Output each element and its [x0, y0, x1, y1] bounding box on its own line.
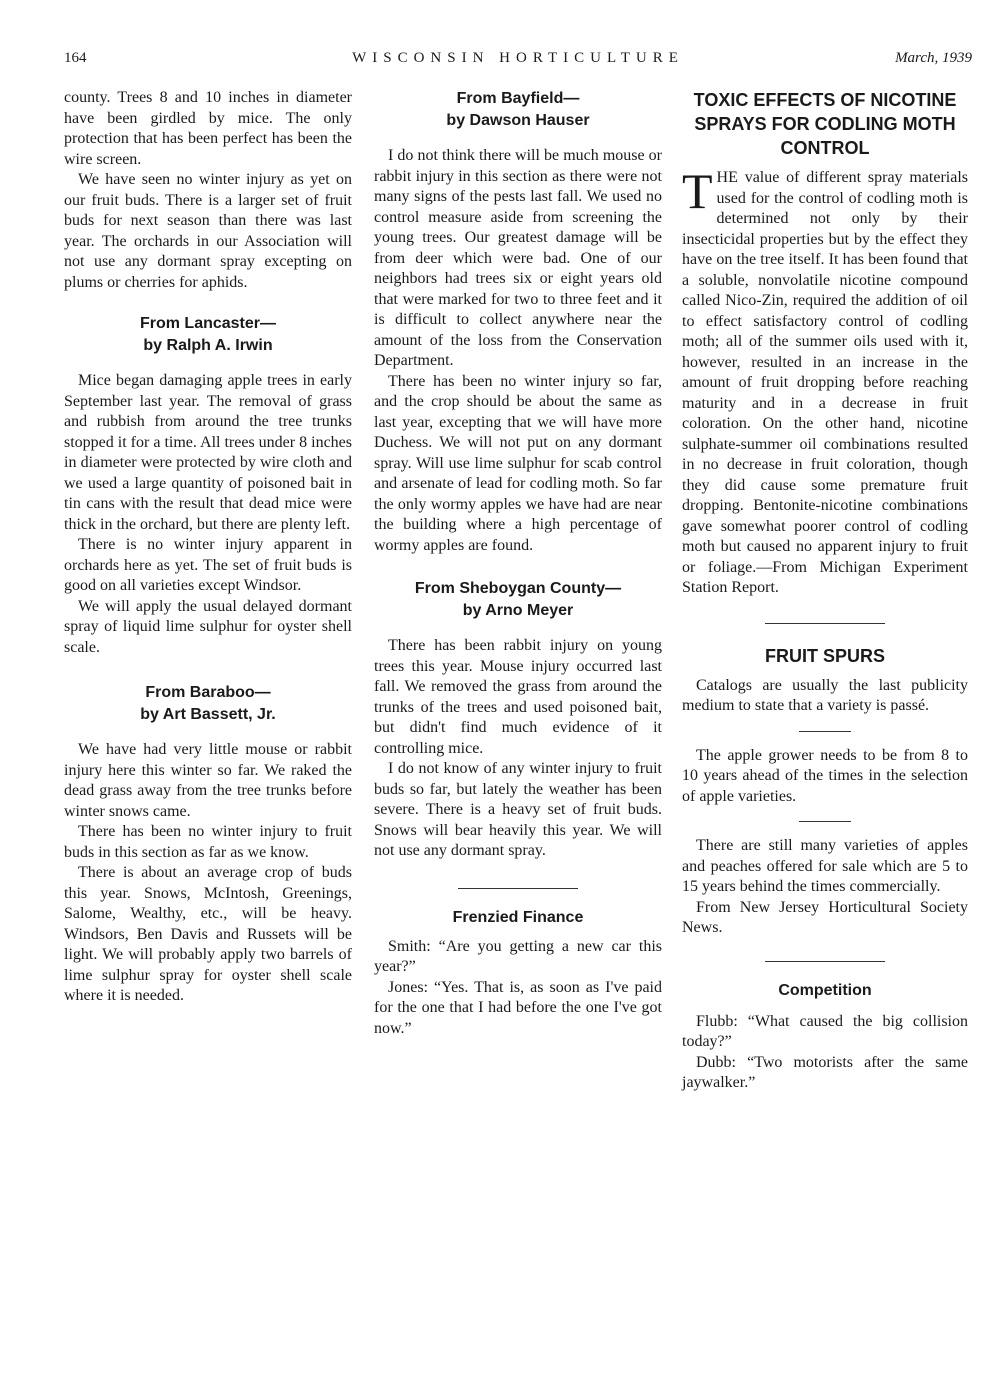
paragraph: We have seen no winter injury as yet on our fruit buds. There is a larger set of fruit buds for next season than there was last year. The orchards in our Association will not use any dormant spray excepting on plums or cherries for aphids. — [64, 171, 352, 291]
paragraph: There are still many varieties of apples and peaches offered for sale which are 5 to 15 years behind the times commercially. — [682, 837, 968, 895]
heading-line: From Sheboygan County— — [414, 580, 622, 597]
paragraph: I do not know of any winter injury to fruit buds so far, but lately the weather has been severe. There is a heavy set of fruit buds. Snows will bear heavily this year. We will not use any dormant spray. — [374, 760, 662, 859]
byline: by Ralph A. Irwin — [143, 337, 273, 354]
paragraph: There has been no winter injury to fruit buds in this section as far as we know. — [64, 823, 352, 861]
article-body — [682, 163, 968, 599]
paragraph: There is no winter injury apparent in orchards here as yet. The set of fruit buds is good on all varieties except Windsor. — [64, 536, 352, 594]
journal-title: WISCONSIN HORTICULTURE — [352, 50, 684, 66]
paragraph: I do not think there will be much mouse or rabbit injury in this section as there were not many signs of the pests last fall. We used no control measure aside from screening the young trees. Our greatest damage will be from deer which were bad. One of our neighbors had trees six or eight years old that were marked for two to three feet and it is difficult to collect anywhere near the amount of the loss from the Conservation Department. — [374, 147, 662, 369]
section-heading-toxic-effects: TOXIC EFFECTS OF NICOTINE SPRAYS FOR CODLING MOTH CONTROL — [693, 90, 957, 158]
paragraph: Mice began damaging apple trees in early September last year. The removal of grass and rubbish from around the tree trunks stopped it for a time. All trees under 8 inches in diameter were protected by wire cloth and we used a large quantity of poisoned bait in tin cans with the result that dead mice were thick in the orchard, but there are plenty left. — [64, 372, 352, 533]
page-number: 164 — [64, 50, 87, 66]
section-heading-frenzied-finance: Frenzied Finance — [452, 908, 584, 926]
section-heading-fruit-spurs: FRUIT SPURS — [764, 645, 885, 666]
paragraph: county. Trees 8 and 10 inches in diameter have been girdled by mice. The only protection that has been perfect has been the wire screen. — [64, 89, 352, 168]
dialogue-line: Smith: “Are you getting a new car this year?” — [374, 937, 662, 975]
heading-line: From Baraboo— — [145, 684, 271, 701]
section-heading-bayfield — [374, 88, 662, 132]
paragraph: The apple grower needs to be from 8 to 10 years ahead of the times in the selection of apple varieties. — [682, 746, 968, 805]
paragraph: From New Jersey Horticultural Society News. — [682, 898, 968, 936]
paragraph: We will apply the usual delayed dormant spray of liquid lime sulphur for oyster shell scale. — [64, 597, 352, 656]
section-heading-competition: Competition — [778, 981, 872, 999]
heading-line: From Bayfield— — [456, 90, 580, 107]
running-header — [64, 50, 972, 76]
issue-date: March, 1939 — [895, 50, 972, 66]
byline: by Arno Meyer — [462, 602, 574, 619]
drop-cap: T — [682, 163, 713, 219]
byline: by Art Bassett, Jr. — [140, 706, 276, 723]
column-2 — [374, 88, 662, 1039]
heading-line: From Lancaster— — [139, 315, 277, 332]
section-heading-sheboygan — [374, 578, 662, 622]
dialogue-line: Dubb: “Two motorists after the same jaywalker.” — [682, 1053, 968, 1091]
paragraph: There has been no winter injury so far, and the crop should be about the same as last year, excepting that we will have more Duchess. We will not put on any dormant spray. Will use lime sulphur for scab control and arsenate of lead for codling moth. So far the only wormy apples we have had are near the building where a high percentage of wormy apples are found. — [374, 372, 662, 554]
section-heading-lancaster — [64, 313, 352, 357]
section-heading-baraboo — [64, 682, 352, 726]
paragraph: Catalogs are usually the last publicity medium to state that a variety is passé. — [682, 676, 968, 714]
paragraph: We have had very little mouse or rabbit injury here this winter so far. We raked the dead grass away from the tree trunks before winter snows came. — [64, 741, 352, 820]
paragraph: There has been rabbit injury on young trees this year. Mouse injury occurred last fall. We removed the grass from around the trunks of the trees and used poisoned bait, but didn't find much evidence of it controlling mice. — [374, 637, 662, 757]
byline: by Dawson Hauser — [446, 112, 590, 129]
dialogue-line: Flubb: “What caused the big collision today?” — [682, 1012, 968, 1050]
column-1 — [64, 88, 352, 1007]
paragraph: There is about an average crop of buds this year. Snows, McIntosh, Greenings, Salome, Wealthy, etc., will be heavy. Windsors, Ben Davis and Russets will be light. We will probably apply two barrels of lime sulphur spray for oyster shell scale where it is needed. — [64, 864, 352, 1004]
dialogue-line: Jones: “Yes. That is, as soon as I've paid for the one that I had before the one I've got now.” — [374, 978, 662, 1037]
column-3 — [682, 88, 968, 1094]
article-text: HE value of different spray materials used for the control of codling moth is determined not only by their insecticidal properties but by the effect they have on the tree itself. It has been found that a soluble, nonvolatile nicotine compound called Nico-Zin, required the addition of oil to effect satisfactory control of codling moth; all of the summer oils used with it, however, resulted in an increase in the amount of fruit dropping before reaching maturity and in a decrease in fruit coloration. On the other hand, nicotine sulphate-summer oil combinations resulted in no decrease in fruit coloration, though they did cause some premature fruit dropping. Bentonite-nicotine combinations gave somewhat poorer control of codling moth but caused no apparent injury to fruit or foliage.—From Michigan Experiment Station Report. — [682, 169, 968, 596]
